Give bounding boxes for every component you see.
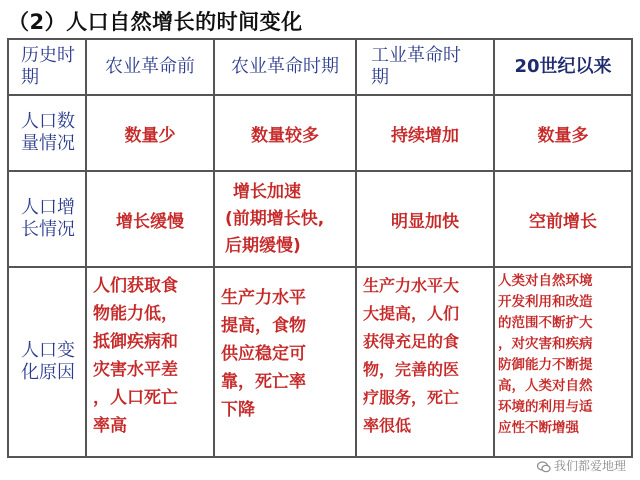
row-label-growth: 人口增 长情况 — [8, 171, 86, 267]
header-20th-century: 20世纪以来 — [494, 39, 632, 95]
cell-reason-ind: 生产力水平大 大提高，人们 获得充足的食 物，完善的医 疗服务，死亡 率很低 — [356, 267, 494, 457]
cell-growth-agri: 增长加速 (前期增长快, 后期缓慢) — [214, 171, 356, 267]
table-row-reason — [8, 267, 632, 457]
cell-quantity-20c: 数量多 — [494, 95, 632, 171]
header-agricultural: 农业革命时期 — [214, 39, 356, 95]
watermark — [537, 457, 626, 474]
row-label-reason: 人口变 化原因 — [8, 267, 86, 457]
cell-reason-agri: 生产力水平 提高，食物 供应稳定可 靠，死亡率 下降 — [214, 267, 356, 457]
header-pre-agricultural: 农业革命前 — [86, 39, 214, 95]
cell-growth-20c: 空前增长 — [494, 171, 632, 267]
page-title: （2）人口自然增长的时间变化 — [8, 10, 303, 34]
watermark-text: 我们都爱地理 — [553, 459, 626, 473]
table-header-row — [8, 39, 632, 95]
cell-quantity-agri: 数量较多 — [214, 95, 356, 171]
wechat-icon — [537, 461, 551, 473]
row-label-quantity: 人口数 量情况 — [8, 95, 86, 171]
table-row-growth — [8, 171, 632, 267]
table-row-quantity — [8, 95, 632, 171]
cell-quantity-pre: 数量少 — [86, 95, 214, 171]
header-industrial: 工业革命时 期 — [356, 39, 494, 95]
cell-growth-pre: 增长缓慢 — [86, 171, 214, 267]
header-period: 历史时 期 — [8, 39, 86, 95]
cell-reason-pre: 人们获取食 物能力低， 抵御疾病和 灾害水平差 ，人口死亡 率高 — [86, 267, 214, 457]
cell-growth-ind: 明显加快 — [356, 171, 494, 267]
cell-reason-20c: 人类对自然环境 开发利用和改造 的范围不断扩大 ，对灾害和疾病 防御能力不断提 高，人类对自然 环境的利用与适 应性不断增强 — [494, 267, 632, 457]
population-table — [7, 38, 633, 458]
cell-quantity-ind: 持续增加 — [356, 95, 494, 171]
